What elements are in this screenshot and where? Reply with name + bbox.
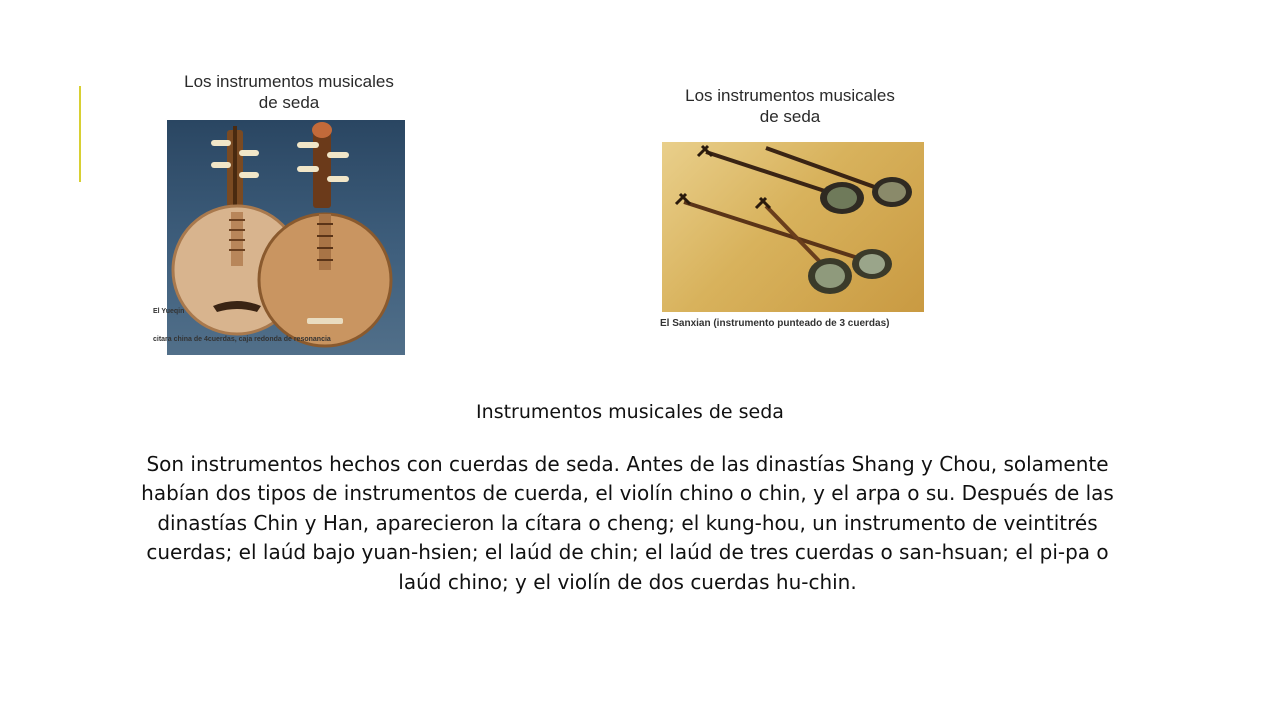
yueqin-right-instrument <box>259 122 391 346</box>
accent-bar <box>79 86 81 182</box>
sanxian-image <box>650 75 950 340</box>
yueqin-photo <box>167 120 405 355</box>
yueqin-title-line1: Los instrumentos musicales <box>184 72 394 91</box>
sanxian-title-line2: de seda <box>759 107 821 126</box>
yueqin-title-line2: de seda <box>258 93 320 112</box>
yueqin-illustration <box>167 120 405 355</box>
yueqin-image-title <box>149 71 429 113</box>
sanxian-caption: El Sanxian (instrumento punteado de 3 cuerdas) <box>660 318 890 329</box>
sanxian-illustration <box>662 142 924 312</box>
yueqin-caption-name: El Yueqin <box>153 308 185 315</box>
sanxian-title-line1: Los instrumentos musicales <box>685 86 895 105</box>
slide-body-text: Son instrumentos hechos con cuerdas de seda. Antes de las dinastías Shang y Chou, solamente habían dos tipos de instrumentos de cuerda, el violín chino o chin, y el arpa o su. Después de las dinastías Chin y Han, aparecieron la cítara o cheng; el kung-hou, un instrumento de veintitrés cuerdas; el laúd bajo yuan-hsien; el laúd de chin; el laúd de tres cuerdas o san-hsuan; el pi-pa o laúd chino; y el violín de dos cuerdas hu-chin. <box>141 452 1114 594</box>
slide-heading: Instrumentos musicales de seda <box>476 401 784 423</box>
sanxian-photo <box>662 142 924 312</box>
sanxian-image-title <box>650 85 930 127</box>
yueqin-image <box>143 55 443 355</box>
yueqin-caption-description: citara china de 4cuerdas, caja redonda de resonancia <box>153 336 331 343</box>
